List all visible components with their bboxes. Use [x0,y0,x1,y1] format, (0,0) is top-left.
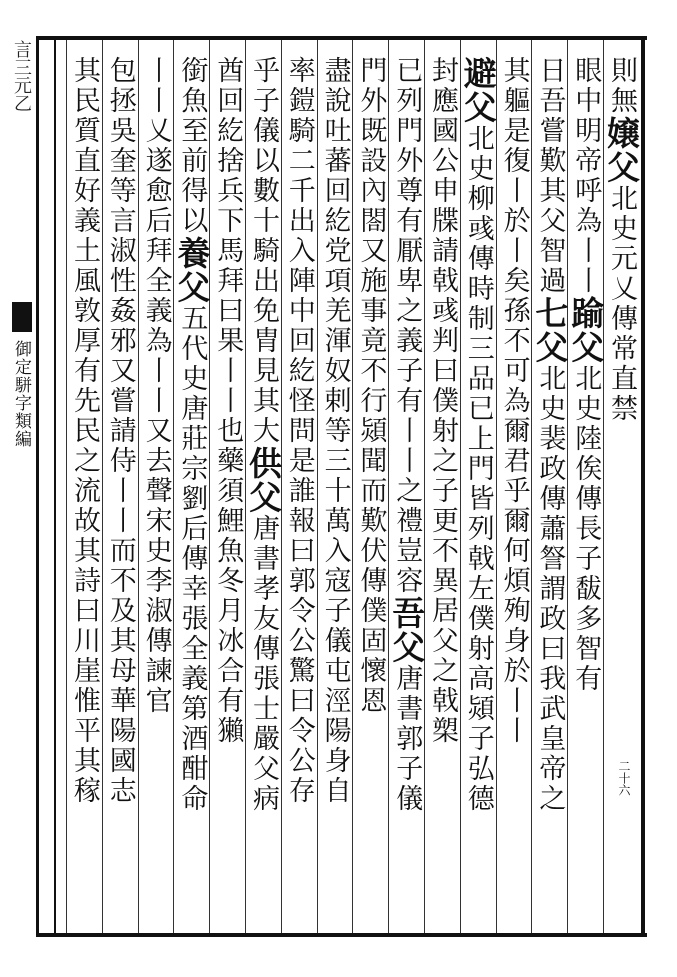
text-column [387,56,427,926]
column-rule [209,40,210,933]
entry-text: 銜魚至前得以 [176,56,208,236]
gutter-border [54,36,56,937]
page-number: 二十六 [617,760,631,796]
entry-text: 包拯吳奎等言淑性姦邪又嘗請侍丨丨而不及其母華陽國志 [104,56,136,806]
column-rule [388,40,389,933]
column-rule [496,40,497,933]
text-column [497,56,531,926]
column-rule [424,40,425,933]
entry-text: 眼 [570,56,602,86]
entry-text: 藥須鯉魚冬月冰合有獺 [212,446,244,746]
entry-text: 其民質直好義土風敦厚有先民之流故其詩曰川崖惟平其稼 [69,56,100,806]
frame-bottom-border [36,933,647,937]
entry-text: 丨丨乂遂愈 [140,56,172,206]
entry-headword: 七父 [530,296,570,364]
entry-text: 封應國公申牒請戟彧判曰僕射之子更不異居父之戟槊 [427,56,458,746]
entry-headword: 吾父 [387,596,427,664]
entry-headword: 嬢父 [602,116,641,184]
column-rule [317,40,318,933]
entry-text: 北史陸俟傳長子馛多智有 [570,364,602,694]
book-title: 御定駢字類編 [11,340,31,448]
entry-text: 北史元乂傳常直禁 [606,184,637,424]
text-column [425,56,459,926]
column-rule [531,40,532,933]
column-rule [102,40,103,933]
entry-text: 其軀是復丨於丨矣 [498,56,530,296]
entry-headword: 供父 [244,446,283,514]
entry-headword: 避父 [458,56,498,124]
entry-text: 門外既設內閤又施事竟不行熲聞而歎伏 [355,56,387,566]
column-rule [460,40,461,933]
text-column [530,56,570,926]
text-column [103,56,137,926]
text-column [139,56,173,926]
column-rule [245,40,246,933]
text-column [566,56,606,926]
column-rule [567,40,568,933]
entry-text: 盡說吐蕃回紇党項羌渾奴剌等三十萬入寇子儀屯涇陽身自 [319,56,351,806]
text-column [353,56,387,926]
entry-text: 乎子儀以數十騎出免胄見其大 [248,56,279,446]
page-gutter [8,40,34,930]
entry-text: 孫不可為爾君乎爾何煩殉身於丨丨 [498,296,530,746]
text-column [602,56,641,926]
entry-text: 日吾嘗歎其父智過 [534,56,566,296]
entry-headword: 踰父 [566,296,606,364]
entry-headword: 養父 [172,236,212,304]
text-column [244,56,283,926]
column-rule [138,40,139,933]
text-column [318,56,352,926]
text-column [282,56,316,926]
text-column [458,56,498,926]
entry-text: 唐書孝友傳張士嚴父病 [248,514,279,814]
frame-left-border [36,36,39,937]
entry-text: 北史裴政傳蕭詧謂政曰我武皇帝之 [534,364,566,814]
entry-text: 北史柳彧傳時制三品已上門皆列戟左僕射高熲子弘德 [462,124,494,814]
text-column [172,56,212,926]
column-rule [352,40,353,933]
entry-text: 率鎧騎二千出入陣中回紇怪問是誰報曰郭令公驚曰令公存 [283,56,315,806]
text-column [210,56,244,926]
entry-text: 已列門外尊有厭卑之義子有丨丨之禮豈容 [391,56,423,596]
column-rule [66,40,67,933]
entry-text: 五代史唐莊宗劉后傳幸張全義第酒酣命 [176,304,208,814]
entry-text: 中明帝呼為丨丨 [570,86,602,296]
gutter-top-fragment: 言三元乙 [11,40,32,112]
entry-text: 后拜全義為丨丨又去聲宋史李淑傳諫官 [140,206,172,716]
entry-text: 則無 [606,56,637,116]
entry-text: 酋回紇捨兵下馬拜曰果丨丨也 [212,56,244,446]
column-rule [173,40,174,933]
fishtail-mark [12,302,32,332]
frame-top-border [36,36,647,40]
column-rule [603,40,604,933]
text-column [67,56,101,926]
entry-text: 傳僕固懷恩 [355,566,387,716]
entry-text: 唐書郭子儀 [391,664,423,814]
frame-right-border [641,36,645,937]
